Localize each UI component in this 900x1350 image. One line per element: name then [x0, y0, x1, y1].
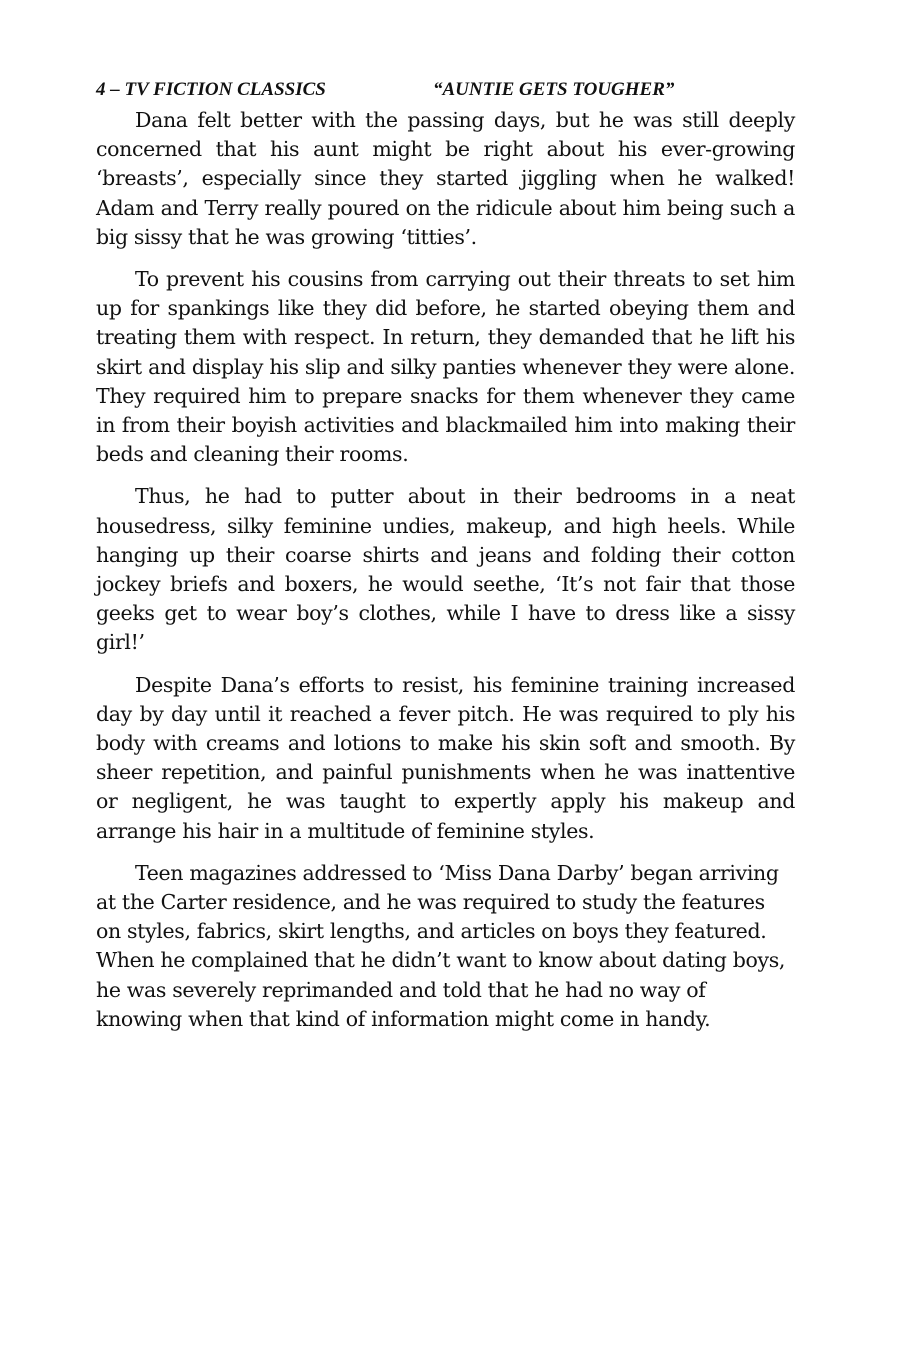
paragraph-5: Teen magazines addressed to ‘Miss Dana Darby’ began arriving at the Carter residence, and he was required to study the features on styles, fabrics, skirt lengths, and articles on boys they featured. When he complained that he didn’t want to know about dating boys, he was severely reprimanded and told that he had no way of knowing when that kind of information might come in handy. [96, 860, 786, 1031]
running-header [96, 76, 795, 104]
book-page [96, 76, 795, 1047]
paragraph-1: Dana felt better with the passing days, but he was still deeply concerned that his aunt might be right about his ever-growing ‘breasts’, especially since they started jiggling when he walked! Adam and Terry really poured on the ridicule about him being such a big sissy that he was growing ‘titties’. [96, 108, 795, 249]
paragraph-2: To prevent his cousins from carrying out their threats to set him up for spankings like they did before, he started obeying them and treating them with respect. In return, they demanded that he lift his skirt and display his slip and silky panties whenever they were alone. They required him to prepare snacks for them whenever they came in from their boyish activities and blackmailed him into making their beds and cleaning their rooms. [96, 267, 795, 467]
paragraph-4: Despite Dana’s efforts to resist, his feminine training increased day by day until it reached a fever pitch. He was required to ply his body with creams and lotions to make his skin soft and smooth. By sheer repetition, and painful punishments when he was inattentive or negligent, he was taught to expertly apply his makeup and arrange his hair in a multitude of feminine styles. [96, 672, 795, 843]
chapter-title: “AUNTIE GETS TOUGHER” [433, 79, 675, 100]
paragraph-3: Thus, he had to putter about in their bedrooms in a neat housedress, silky feminine undies, makeup, and high heels. While hanging up their coarse shirts and jeans and folding their cotton jockey briefs and boxers, he would seethe, ‘It’s not fair that those geeks get to wear boy’s clothes, while I have to dress like a sissy girl!’ [96, 484, 795, 655]
page-folio: 4 – TV FICTION CLASSICS [96, 79, 326, 100]
body-text [96, 106, 795, 1034]
